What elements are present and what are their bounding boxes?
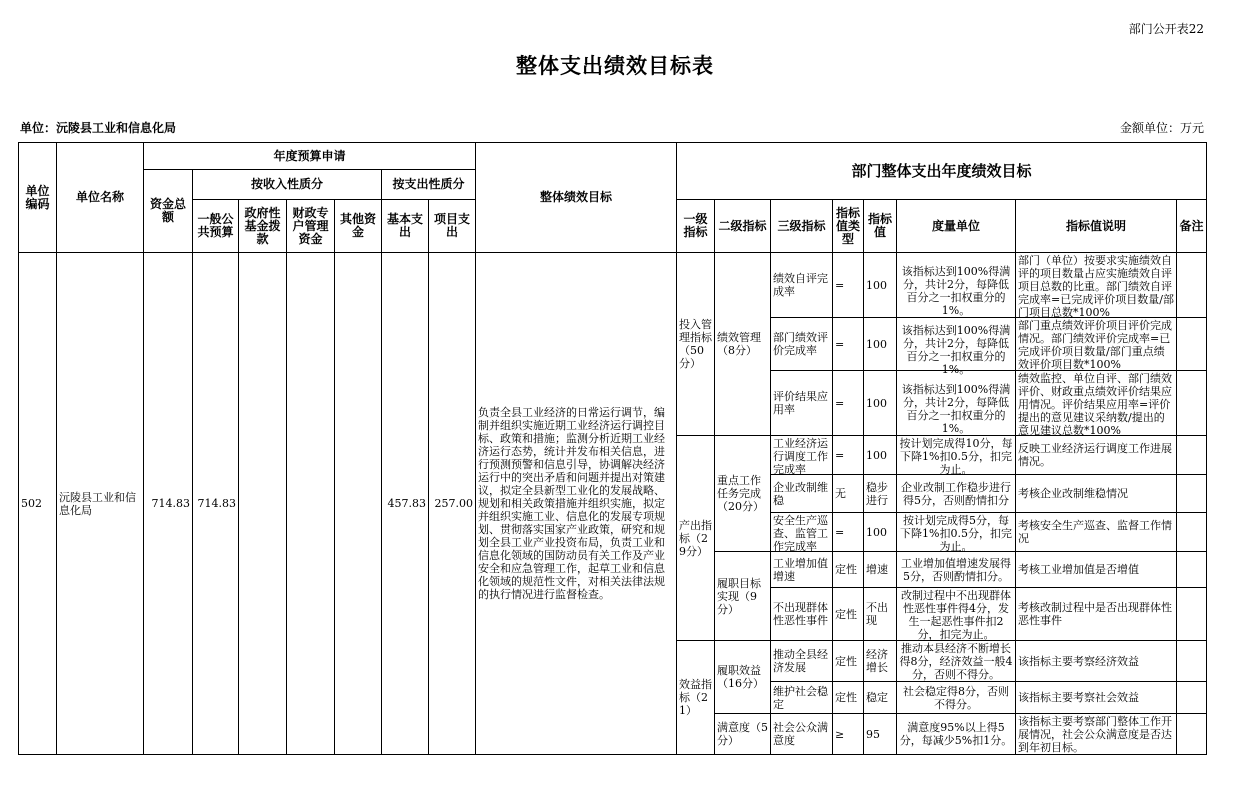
col-note: 备注 — [1177, 200, 1207, 253]
l3-cell: 维护社会稳定 — [771, 682, 833, 714]
note-cell — [1177, 371, 1207, 436]
desc-text: 绩效监控、单位自评、部门绩效评价、财政重点绩效评价结果应用情况。评价结果应用率=评价提出的意见建议采纳数/提出的意见建议总数*100% — [1018, 372, 1173, 437]
value-cell: 增速 — [864, 552, 897, 588]
total-amount: 714.83 — [144, 253, 193, 755]
value-cell: 100 — [864, 436, 897, 475]
basic-exp-amount: 457.83 — [382, 253, 429, 755]
measure-cell — [897, 641, 1016, 682]
l3-cell: 不出现群体性恶性事件 — [771, 588, 833, 641]
col-project-exp: 项目支出 — [429, 200, 476, 253]
value-cell: 100 — [864, 253, 897, 318]
general-budget-amount: 714.83 — [193, 253, 239, 755]
l3-cell: 工业增加值增速 — [771, 552, 833, 588]
value-type-cell: ≥ — [833, 714, 864, 755]
col-value-type: 指标值类型 — [833, 200, 864, 253]
note-cell — [1177, 552, 1207, 588]
measure-cell — [897, 513, 1016, 552]
col-value: 指标值 — [864, 200, 897, 253]
desc-cell: 考核企业改制维稳情况 — [1016, 475, 1177, 513]
overall-goal-text: 负责全县工业经济的日常运行调节，编制并组织实施近期工业经济运行调控目标、政策和措施；监测分析近期工业经济运行态势，统计并发布相关信息，进行预测预警和信息引导，协调解决经济运行中的突出矛盾和问题并提出对策建议，拟定全县新型工业化的发展战略、规划和相关政策措施并组织实施，拟定并组织实施工业、信息化的发展专项规划、贯彻落实国家产业政策，研究和规划全县工业产业投资布局，负责工业和信息化领域的国防动员有关工作及产业安全和应急管理工作，起草工业和信息化领域的规范性文件，对相关法律法规的执行情况进行监督检查。 — [476, 253, 677, 755]
value-cell: 95 — [864, 714, 897, 755]
value-type-cell: 定性 — [833, 552, 864, 588]
l3-cell: 部门绩效评价完成率 — [771, 318, 833, 371]
l3-cell: 绩效自评完成率 — [771, 253, 833, 318]
page-title: 整体支出绩效目标表 — [516, 53, 714, 78]
money-unit-label: 金额单位：万元 — [1119, 121, 1204, 135]
l3-text: 安全生产巡查、监管工作完成率 — [773, 514, 829, 553]
measure-cell — [897, 371, 1016, 436]
l3-cell: 评价结果应用率 — [771, 371, 833, 436]
desc-cell: 反映工业经济运行调度工作进展情况。 — [1016, 436, 1177, 475]
desc-cell: 考核工业增加值是否增值 — [1016, 552, 1177, 588]
measure-cell — [897, 588, 1016, 641]
unit-name: 沅陵县工业和信息化局 — [57, 253, 144, 755]
value-type-cell: = — [833, 318, 864, 371]
note-cell — [1177, 588, 1207, 641]
l3-text: 工业经济运行调度工作完成率 — [773, 437, 829, 476]
performance-table — [18, 142, 1207, 755]
col-unit-name: 单位名称 — [57, 143, 144, 253]
note-cell — [1177, 714, 1207, 755]
measure-cell: 工业增加值增速发展得5分，否则酌情扣分。 — [897, 552, 1016, 588]
measure-text: 该指标达到100%得满分，共计2分，每降低百分之一扣权重分的1%。 — [901, 324, 1011, 376]
value-type-cell: 定性 — [833, 588, 864, 641]
desc-text: 部门（单位）按要求实施绩效自评的项目数量占应实施绩效自评项目总数的比重。部门绩效自评完成率=已完成评价项目数量/部门项目总数*100% — [1018, 254, 1174, 319]
value-cell: 稳步进行 — [864, 475, 897, 513]
note-cell — [1177, 436, 1207, 475]
col-dept-goal: 部门整体支出年度绩效目标 — [677, 143, 1207, 200]
measure-text: 该指标达到100%得满分，共计2分，每降低百分之一扣权重分的1%。 — [901, 383, 1011, 435]
col-general-budget: 一般公共预算 — [193, 200, 239, 253]
col-annual-budget: 年度预算申请 — [144, 143, 476, 170]
special-mgmt-amount — [287, 253, 335, 755]
col-special-mgmt: 财政专户管理资金 — [287, 200, 335, 253]
measure-cell: 社会稳定得8分，否则不得分。 — [897, 682, 1016, 714]
l3-cell — [771, 436, 833, 475]
l2-satis: 满意度（5分） — [715, 714, 771, 755]
desc-cell — [1016, 318, 1177, 371]
desc-text: 该指标主要考察部门整体工作开展情况，社会公众满意度是否达到年初目标。 — [1018, 715, 1173, 754]
l1-output: 产出指标（29分） — [677, 436, 715, 641]
col-measure: 度量单位 — [897, 200, 1016, 253]
col-gov-fund: 政府性基金拨款 — [239, 200, 287, 253]
measure-text: 该指标达到100%得满分，共计2分，每降低百分之一扣权重分的1%。 — [901, 265, 1011, 317]
col-unit-code: 单位编码 — [19, 143, 57, 253]
desc-cell — [1016, 253, 1177, 318]
unit-code: 502 — [19, 253, 57, 755]
col-lvl1: 一级指标 — [677, 200, 715, 253]
note-cell — [1177, 318, 1207, 371]
l3-cell: 社会公众满意度 — [771, 714, 833, 755]
col-total: 资金总额 — [144, 170, 193, 253]
unit-label: 单位：沅陵县工业和信息化局 — [20, 121, 177, 135]
measure-text: 按计划完成得5分，每下降1%扣0.5分，扣完为止。 — [900, 514, 1012, 553]
value-type-cell: 无 — [833, 475, 864, 513]
value-cell: 稳定 — [864, 682, 897, 714]
value-cell: 100 — [864, 318, 897, 371]
note-cell — [1177, 475, 1207, 513]
col-desc: 指标值说明 — [1016, 200, 1177, 253]
value-cell: 经济增长 — [864, 641, 897, 682]
measure-text: 按计划完成得10分，每下降1%扣0.5分，扣完为止。 — [899, 437, 1013, 476]
l2-perf: 绩效管理（8分） — [715, 253, 771, 436]
col-lvl2: 二级指标 — [715, 200, 771, 253]
measure-cell: 企业改制工作稳步进行得5分，否则酌情扣分 — [897, 475, 1016, 513]
desc-cell: 该指标主要考察社会效益 — [1016, 682, 1177, 714]
value-type-cell: = — [833, 436, 864, 475]
value-cell: 100 — [864, 371, 897, 436]
l3-cell: 推动全县经济发展 — [771, 641, 833, 682]
value-type-cell: = — [833, 253, 864, 318]
measure-text: 推动本县经济不断增长得8分，经济效益一般4分，否则不得分。 — [899, 642, 1013, 681]
note-cell — [1177, 513, 1207, 552]
other-fund-amount — [335, 253, 382, 755]
col-by-expense: 按支出性质分 — [382, 170, 476, 200]
desc-cell: 考核安全生产巡查、监督工作情况 — [1016, 513, 1177, 552]
value-type-cell: 定性 — [833, 641, 864, 682]
col-overall-goal: 整体绩效目标 — [476, 143, 677, 253]
measure-cell — [897, 436, 1016, 475]
col-other-fund: 其他资金 — [335, 200, 382, 253]
l1-input: 投入管理指标（50分） — [677, 253, 715, 436]
value-type-cell: 定性 — [833, 682, 864, 714]
measure-cell: 满意度95%以上得5分，每减少5%扣1分。 — [897, 714, 1016, 755]
value-type-cell: = — [833, 371, 864, 436]
desc-text: 部门重点绩效评价项目评价完成情况。部门绩效评价完成率=已完成评价项目数量/部门重点绩效评价项目数*100% — [1018, 319, 1173, 371]
measure-cell — [897, 318, 1016, 376]
project-exp-amount: 257.00 — [429, 253, 476, 755]
desc-cell — [1016, 714, 1177, 755]
note-cell — [1177, 253, 1207, 318]
l1-benefit: 效益指标（21） — [677, 641, 715, 755]
value-cell: 不出现 — [864, 588, 897, 641]
measure-cell — [897, 253, 1016, 318]
desc-cell — [1016, 371, 1177, 436]
form-number: 部门公开表22 — [1128, 22, 1204, 36]
l3-cell — [771, 513, 833, 552]
note-cell — [1177, 641, 1207, 682]
col-basic-exp: 基本支出 — [382, 200, 429, 253]
l2-effect: 履职效益（16分） — [715, 641, 771, 714]
l2-duty: 履职目标实现（9分） — [715, 552, 771, 641]
col-by-income: 按收入性质分 — [193, 170, 382, 200]
col-lvl3: 三级指标 — [771, 200, 833, 253]
measure-text: 改制过程中不出现群体性恶性事件得4分，发生一起恶性事件扣2分，扣完为止。 — [901, 589, 1012, 641]
desc-cell: 该指标主要考察经济效益 — [1016, 641, 1177, 682]
l2-key: 重点工作任务完成（20分） — [715, 436, 771, 552]
gov-fund-amount — [239, 253, 287, 755]
l3-cell: 企业改制维稳 — [771, 475, 833, 513]
value-type-cell: = — [833, 513, 864, 552]
desc-cell: 考核改制过程中是否出现群体性恶性事件 — [1016, 588, 1177, 641]
note-cell — [1177, 682, 1207, 714]
value-cell: 100 — [864, 513, 897, 552]
